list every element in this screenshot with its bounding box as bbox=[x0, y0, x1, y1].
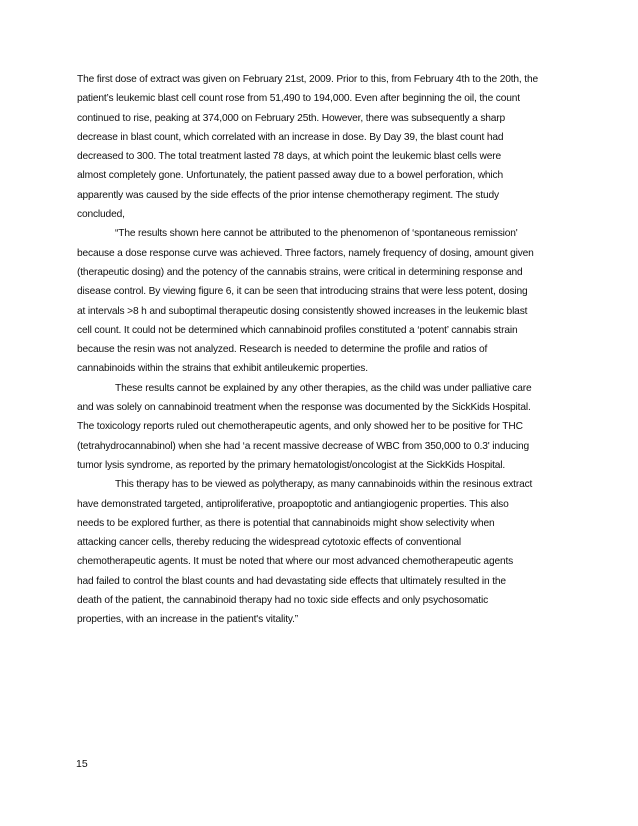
text-line: needs to be explored further, as there is potential that cannabinoids might show selectivity when bbox=[77, 517, 495, 529]
text-line: because the resin was not analyzed. Research is needed to determine the profile and ratios of bbox=[77, 344, 488, 356]
text-line: The first dose of extract was given on February 21st, 2009. Prior to this, from February 4th to the 20th, the bbox=[77, 74, 539, 85]
body-text bbox=[77, 70, 567, 630]
text-line: at intervals >8 h and suboptimal therapeutic dosing consistently showed increases in the leukemic blast bbox=[77, 305, 528, 317]
text-line: because a dose response curve was achieved. Three factors, namely frequency of dosing, amount given bbox=[77, 247, 534, 259]
text-line: decrease in blast count, which correlated with an increase in dose. By Day 39, the blast count had bbox=[77, 131, 504, 143]
text-line: properties, with an increase in the patient's vitality.” bbox=[77, 614, 298, 626]
text-line: cell count. It could not be determined which cannabinoid profiles constituted a ‘potent’ cannabis strain bbox=[77, 324, 518, 336]
text-line: patient’s leukemic blast cell count rose from 51,490 to 194,000. Even after beginning the oil, the count bbox=[77, 93, 520, 105]
text-line: continued to rise, peaking at 374,000 on February 25th. However, there was subsequently a sharp bbox=[77, 112, 506, 124]
text-line: These results cannot be explained by any other therapies, as the child was under palliative care bbox=[115, 382, 532, 394]
text-line: disease control. By viewing figure 6, it can be seen that introducing strains that were less potent, dosing bbox=[77, 286, 528, 298]
text-line: death of the patient, the cannabinoid therapy had no toxic side effects and only psychosomatic bbox=[77, 595, 489, 607]
text-line: almost completely gone. Unfortunately, the patient passed away due to a bowel perforation, which bbox=[77, 170, 503, 182]
text-line: concluded, bbox=[77, 209, 125, 221]
text-line: This therapy has to be viewed as polytherapy, as many cannabinoids within the resinous extract bbox=[115, 479, 533, 491]
page-number: 15 bbox=[76, 758, 88, 770]
text-line: cannabinoids within the strains that exhibit antileukemic properties. bbox=[77, 363, 368, 375]
text-line: decreased to 300. The total treatment lasted 78 days, at which point the leukemic blast cells were bbox=[77, 151, 501, 163]
text-line: apparently was caused by the side effects of the prior intense chemotherapy regiment. The study bbox=[77, 189, 499, 201]
text-line: The toxicology reports ruled out chemotherapeutic agents, and only showed her to be positive for THC bbox=[77, 421, 523, 433]
text-line: attacking cancer cells, thereby reducing the widespread cytotoxic effects of conventional bbox=[77, 537, 461, 549]
text-line: (tetrahydrocannabinol) when she had ‘a recent massive decrease of WBC from 350,000 to 0.3' inducing bbox=[77, 440, 530, 452]
text-line: “The results shown here cannot be attributed to the phenomenon of ‘spontaneous remission' bbox=[115, 228, 518, 240]
text-line: (therapeutic dosing) and the potency of the cannabis strains, were critical in determining response and bbox=[77, 266, 523, 278]
text-line: chemotherapeutic agents. It must be noted that where our most advanced chemotherapeutic agents bbox=[77, 556, 514, 568]
text-line: had failed to control the blast counts and had devastating side effects that ultimately resulted in the bbox=[77, 575, 506, 587]
text-line: and was solely on cannabinoid treatment when the response was documented by the SickKids Hospital. bbox=[77, 402, 531, 414]
text-line: have demonstrated targeted, antiproliferative, proapoptotic and antiangiogenic properties. This also bbox=[77, 498, 509, 510]
text-line: tumor lysis syndrome, as reported by the primary hematologist/oncologist at the SickKids Hospital. bbox=[77, 459, 506, 471]
